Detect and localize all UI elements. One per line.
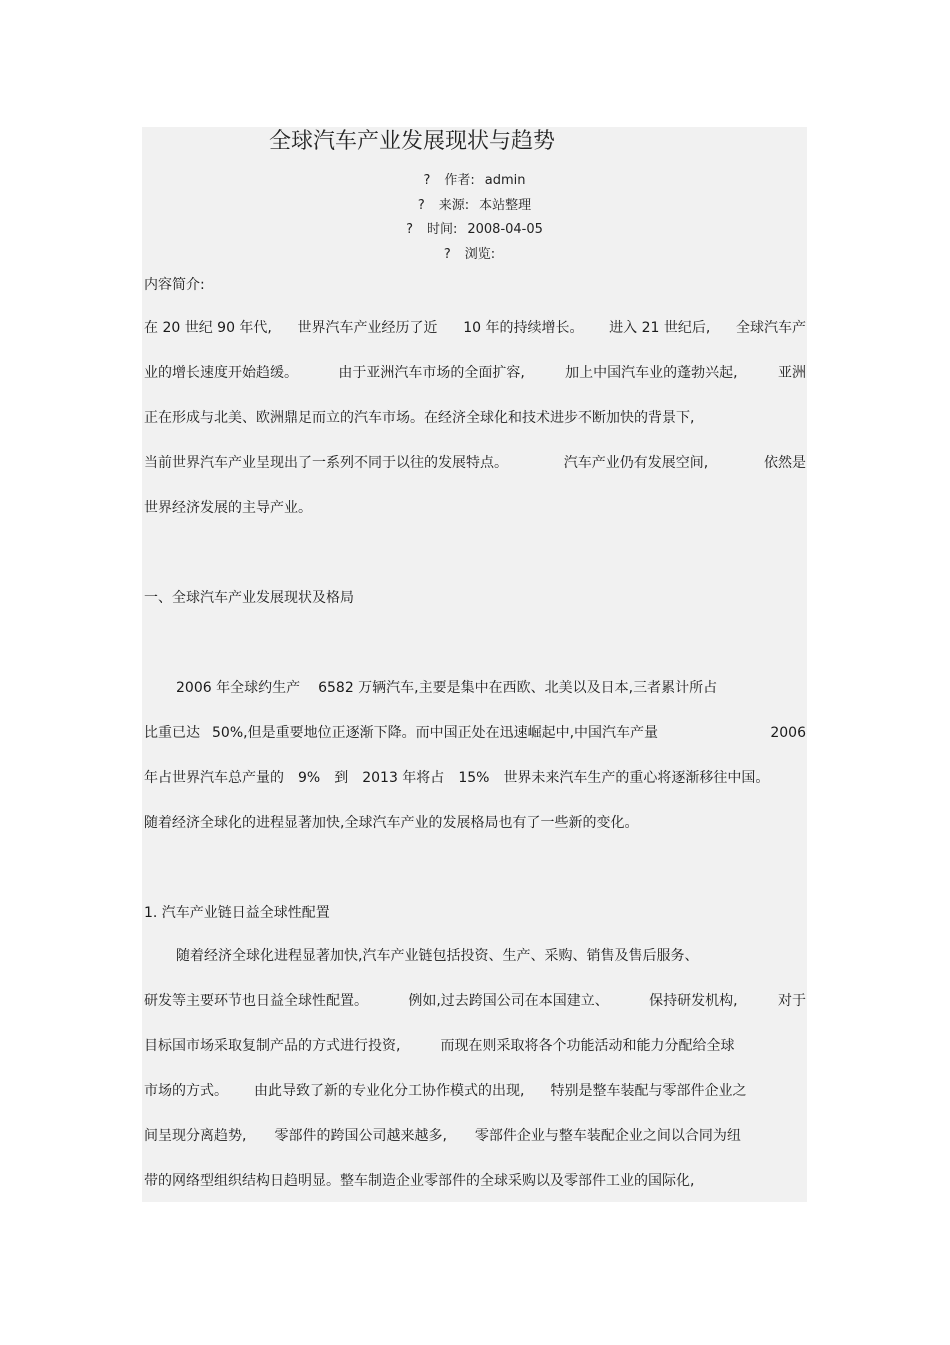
section1-line — [144, 813, 638, 833]
text-segment: 当前世界汽车产业呈现出了一系列不同于以往的发展特点。 — [144, 455, 508, 471]
text-segment: 世界汽车产业经历了近 — [297, 320, 438, 336]
text-segment: 到 — [334, 770, 349, 786]
text-segment: 进入 21 世纪后, — [609, 320, 711, 336]
text-segment: 加上中国汽车业的蓬勃兴起, — [565, 365, 738, 381]
text-segment: 年占世界汽车总产量的 — [144, 770, 284, 786]
intro-line — [144, 498, 312, 518]
text-segment: 例如,过去跨国公司在本国建立、 — [408, 993, 609, 1009]
text-segment: 带的网络型组织结构日趋明显。整车制造企业零部件的全球采购以及零部件工业的国际化, — [144, 1173, 695, 1189]
intro-line — [144, 318, 806, 338]
subsection1-line — [176, 946, 698, 966]
text-segment: 目标国市场采取复制产品的方式进行投资, — [144, 1038, 401, 1054]
subsection1-line — [144, 1081, 746, 1101]
subsection1-line — [144, 991, 806, 1011]
text-segment: 依然是 — [763, 455, 806, 471]
text-segment: 研发等主要环节也日益全球性配置。 — [144, 993, 368, 1009]
text-segment: 2006 — [770, 725, 806, 741]
unknown-glyph-icon: ? — [406, 222, 413, 237]
text-segment: 10 年的持续增长。 — [463, 320, 584, 336]
text-segment: 零部件的跨国公司越来越多, — [274, 1128, 447, 1144]
meta-author — [142, 172, 807, 190]
text-segment: 15% — [458, 770, 490, 786]
unknown-glyph-icon: ? — [417, 198, 425, 213]
subsection1-line — [144, 1036, 734, 1056]
text-segment: 全球汽车产 — [735, 320, 806, 336]
meta-label: 来源: — [438, 198, 470, 213]
text-segment: 世界未来汽车生产的重心将逐渐移往中国。 — [503, 770, 770, 786]
text-segment: 2006 年全球约生产 — [176, 680, 301, 696]
text-segment: 9% — [298, 770, 321, 786]
meta-value: 本站整理 — [479, 198, 532, 213]
meta-value: 2008-04-05 — [467, 222, 543, 237]
text-segment: 随着经济全球化的进程显著加快,全球汽车产业的发展格局也有了一些新的变化。 — [144, 815, 639, 831]
meta-label: 作者: — [444, 173, 475, 188]
unknown-glyph-icon: ? — [443, 247, 451, 262]
text-segment: 对于 — [777, 993, 806, 1009]
section-heading: 一、全球汽车产业发展现状及格局 — [144, 590, 354, 606]
text-segment: 50%,但是重要地位正逐渐下降。而中国正处在迅速崛起中,中国汽车产量 — [212, 725, 659, 741]
intro-line — [144, 453, 806, 473]
meta-label: 时间: — [426, 222, 458, 237]
meta-date — [142, 221, 807, 239]
text-segment: 随着经济全球化进程显著加快,汽车产业链包括投资、生产、采购、销售及售后服务、 — [176, 948, 699, 964]
intro-line — [144, 408, 694, 428]
document-title: 全球汽车产业发展现状与趋势 — [268, 129, 555, 154]
text-segment: 零部件企业与整车装配企业之间以合同为纽 — [474, 1128, 741, 1144]
text-segment: 由于亚洲汽车市场的全面扩容, — [338, 365, 525, 381]
text-segment: 由此导致了新的专业化分工协作模式的出现, — [254, 1083, 525, 1099]
text-segment: 市场的方式。 — [144, 1083, 228, 1099]
meta-value: admin — [484, 173, 526, 188]
text-segment: 间呈现分离趋势, — [144, 1128, 247, 1144]
text-segment: 汽车产业仍有发展空间, — [563, 455, 709, 471]
text-segment: 6582 万辆汽车,主要是集中在西欧、北美以及日本,三者累计所占 — [318, 680, 718, 696]
text-segment: 2013 年将占 — [362, 770, 445, 786]
text-segment: 世界经济发展的主导产业。 — [144, 500, 312, 516]
section1-line — [176, 678, 766, 698]
unknown-glyph-icon: ? — [423, 173, 431, 188]
subsection1-line — [144, 1171, 694, 1191]
subsection-heading: 1. 汽车产业链日益全球性配置 — [144, 905, 330, 921]
intro-line — [144, 363, 806, 383]
text-segment: 特别是整车装配与零部件企业之 — [550, 1083, 747, 1099]
text-segment: 而现在则采取将各个功能活动和能力分配给全球 — [440, 1038, 735, 1054]
text-segment: 业的增长速度开始趋缓。 — [144, 365, 298, 381]
summary-heading: 内容简介: — [144, 277, 205, 293]
text-segment: 保持研发机构, — [649, 993, 738, 1009]
meta-label: 浏览: — [464, 247, 496, 262]
text-segment: 在 20 世纪 90 年代, — [144, 320, 272, 336]
text-segment: 比重已达 — [144, 725, 200, 741]
text-segment: 正在形成与北美、欧洲鼎足而立的汽车市场。在经济全球化和技术进步不断加快的背景下, — [144, 410, 695, 426]
meta-source — [142, 197, 807, 215]
text-group — [144, 723, 658, 743]
meta-views — [142, 246, 807, 264]
text-segment: 亚洲 — [777, 365, 806, 381]
subsection1-line — [144, 1126, 741, 1146]
section1-line — [144, 723, 806, 743]
section1-line — [144, 768, 769, 788]
